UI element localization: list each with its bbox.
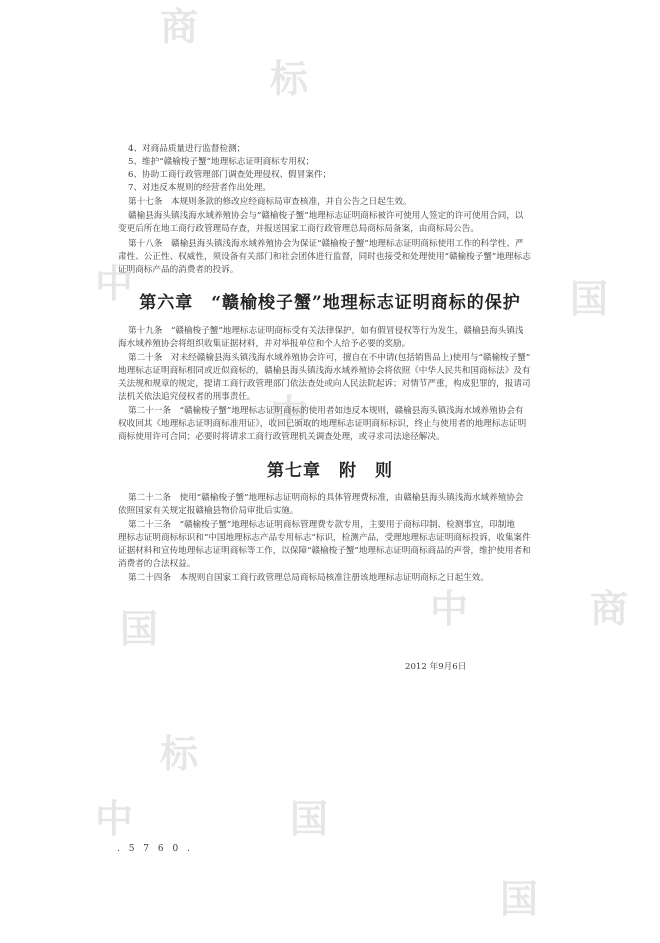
text-line: 第十九条 “赣榆梭子蟹”地理标志证明商标受有关法律保护，如有假冒侵权等行为发生，赣榆县海头镇浅 (128, 326, 524, 336)
text-line: 第二十三条 “赣榆梭子蟹”地理标志证明商标管理费专款专用，主要用于商标印制、检测事宜，印制地 (128, 520, 515, 530)
text-line: 关法规和规章的规定，提请工商行政管理部门依法查处或向人民法院起诉；对情节严重，构成犯罪的，报请司 (118, 379, 531, 389)
watermark-3: 中 (95, 262, 134, 306)
text-line: 第二十二条 使用“赣榆梭子蟹”地理标志证明商标的具体管理费标准，由赣榆县海头镇浅海水域养殖协会 (128, 493, 524, 503)
watermark-8: 标 (160, 732, 199, 776)
text-line: 证据材料和宣传地理标志证明商标等工作，以保障“赣榆梭子蟹”地理标志证明商标商品的声誉，维护使用者和 (118, 546, 531, 556)
text-line: 赣榆县海头镇浅海水域养殖协会与“赣榆梭子蟹”地理标志证明商标被许可使用人签定的许可使用合同，以 (128, 211, 524, 221)
text-line: 肃性、公正性、权威性，须设备有关部门和社会团体进行监督，同时也接受和处理使用“赣榆梭子蟹”地理标志 (118, 252, 531, 262)
text-line: 权收回其《地理标志证明商标准用证》，收回已颁取的地理标志证明商标标识，终止与使用者的地理标志证明 (118, 419, 527, 429)
watermark-4: 国 (570, 277, 609, 321)
text-line: 7、对违反本规则的经营者作出处理。 (128, 183, 271, 193)
text-line: 证明商标产品的消费者的投诉。 (118, 265, 239, 275)
text-line: 6、协助工商行政管理部门调查处理侵权、假冒案件； (128, 170, 332, 180)
document-date: 2012 年9月6日 (405, 662, 467, 672)
watermark-5: 中 (270, 392, 309, 436)
text-line: 变更后所在地工商行政管理局存查，并报送国家工商行政管理总局商标局备案，由商标局公告。 (118, 224, 479, 234)
watermark-11: 中 (95, 797, 134, 841)
text-line: 第十七条 本规则条款的修改应经商标局审查核准，并自公告之日起生效。 (128, 197, 412, 207)
chapter-6-title: 第六章 “赣榆梭子蟹”地理标志证明商标的保护 (139, 293, 521, 313)
watermark-6: 国 (120, 607, 159, 651)
text-line: 消费者的合法权益。 (118, 559, 196, 569)
watermark-12: 国 (500, 877, 539, 921)
watermark-2: 标 (270, 57, 309, 101)
text-line: 依照国家有关规定报赣榆县物价局审批后实施。 (118, 506, 299, 516)
watermark-9: 中 (430, 587, 469, 631)
text-line: 理标志证明商标标识和“中国地理标志产品专用标志”标识，检测产品，受理地理标志证明商标投诉，收集案件 (118, 533, 531, 543)
text-line: 第二十一条 “赣榆梭子蟹”地理标志证明商标的使用者如违反本规则，赣榆县海头镇浅海水域养殖协会有 (128, 406, 524, 416)
text-line: 第二十条 对未经赣榆县海头镇浅海水域养殖协会许可，擅自在不申请(包括销售品上)使用与“赣榆梭子蟹” (128, 353, 531, 363)
text-line: 第十八条 赣榆县海头镇浅海水域养殖协会为保证“赣榆梭子蟹”地理标志证明商标使用工作的科学性、严 (128, 239, 524, 249)
watermark-1: 商 (160, 5, 199, 49)
page-number: . 5 7 6 0 . (117, 844, 193, 854)
watermark-7: 商 (590, 587, 629, 631)
text-line: 法机关依法追究侵权者的刑事责任。 (118, 392, 256, 402)
watermark-10: 国 (290, 797, 329, 841)
text-line: 第二十四条 本规则自国家工商行政管理总局商标局核准注册该地理标志证明商标之日起生效。 (128, 573, 489, 583)
text-line: 海水域养殖协会将组织收集证据材料，并对举报单位和个人给予必要的奖励。 (118, 339, 411, 349)
text-line: 地理标志证明商标相同或近似商标的，赣榆县海头镇浅海水域养殖协会将依照《中华人民共和国商标法》及有 (118, 366, 531, 376)
chapter-7-title: 第七章 附 则 (267, 461, 393, 481)
text-line: 4、对商品质量进行监督检测； (128, 144, 246, 154)
text-line: 5、维护“赣榆梭子蟹”地理标志证明商标专用权； (128, 157, 315, 167)
text-line: 商标使用许可合同；必要时将请求工商行政管理机关调查处理，或寻求司法途径解决。 (118, 432, 445, 442)
